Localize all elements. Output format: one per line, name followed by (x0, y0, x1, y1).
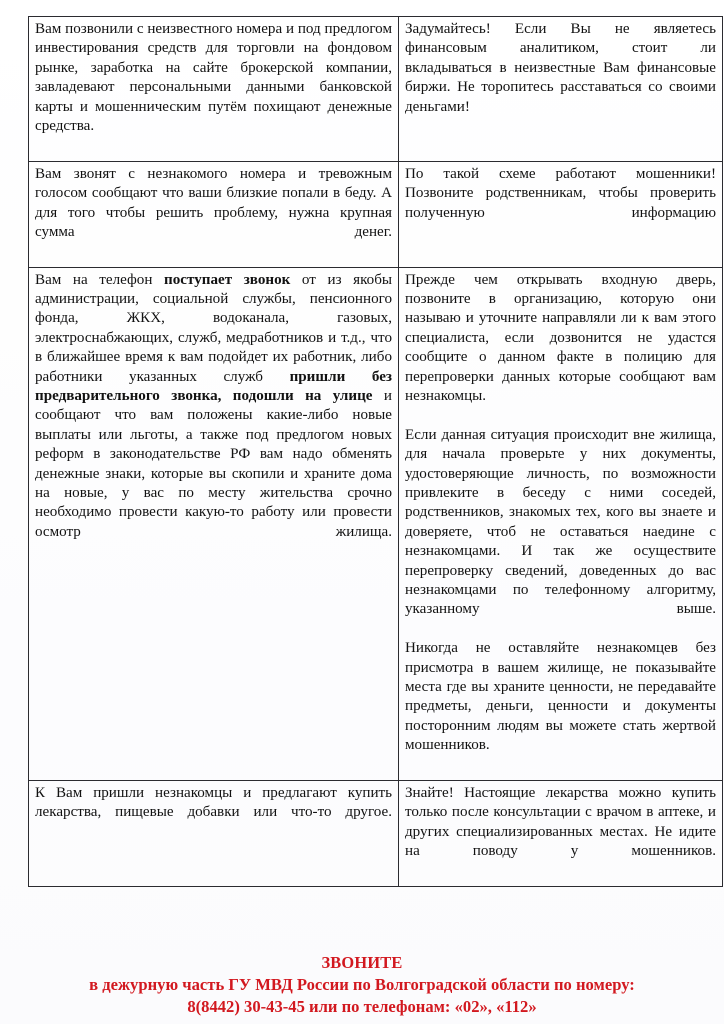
situation-text-4: К Вам пришли незнакомцы и предлагают купить лекарства, пищевые добавки или что-то другое. (35, 784, 392, 821)
footer-call-heading: ЗВОНИТЕ (321, 953, 403, 972)
table-row (29, 267, 723, 780)
advice-text-2: По такой схеме работают мошенники! Позвоните родственникам, чтобы проверить полученную информацию (405, 165, 716, 221)
footer-phone-line: 8(8442) 30-43-45 или по телефонам: «02», «112» (187, 996, 537, 1016)
situation-cell-3 (29, 267, 399, 780)
text-run: и сообщают что вам положены какие-либо новые выплаты или льготы, а также под предлогом новых реформ в законодательстве РФ вам надо обменять денежные знаки, которые вы скопили и храните дома на новые, у вас по месту жительства срочно необходимо провести какую-то работу или провести осмотр жилища. (35, 388, 392, 540)
advice-cell-1 (399, 17, 723, 162)
situation-cell-1 (29, 17, 399, 162)
table-row (29, 17, 723, 162)
advice-text-4: Знайте! Настоящие лекарства можно купить только после консультации с врачом в аптеке, и других специализированных местах. Не идите на поводу у мошенников. (405, 784, 716, 860)
fraud-tips-table-body (29, 17, 723, 887)
situation-text-3 (35, 271, 392, 562)
footer-department-line: в дежурную часть ГУ МВД России по Волгоградской области по номеру: (89, 974, 635, 994)
fraud-tips-table (28, 16, 723, 887)
advice-paragraphs-3 (405, 271, 716, 775)
advice-cell-3 (399, 267, 723, 780)
advice-cell-4 (399, 780, 723, 886)
table-row (29, 161, 723, 267)
emergency-contact-footer (0, 952, 724, 1017)
situation-cell-2 (29, 161, 399, 267)
situation-text-1: Вам позвонили с неизвестного номера и под предлогом инвестирования средств для торговли на фондовом рынке, заработка на сайте брокерской компании, завладевают персональными данными банковской карты и мошенническим путём похищают денежные средства. (35, 21, 392, 134)
text-run: Вам на телефон (35, 271, 165, 288)
advice-text-1: Задумайтесь! Если Вы не являетесь финансовым аналитиком, стоит ли вкладываться в неизвестные Вам финансовые биржи. Не торопитесь расставаться со своими деньгами! (405, 21, 716, 115)
situation-text-2: Вам звонят с незнакомого номера и тревожным голосом сообщают что ваши близкие попали в беду. А для того чтобы решить проблему, нужна крупная сумма денег. (35, 165, 392, 240)
text-run: от из якобы администрации, социальной службы, пенсионного фонда, ЖКХ, водоканала, газовых, электроснабжающих, служб, медработников и т.д., что в ближайшее время к вам подойдет их работник, либо работники указанных служб (35, 271, 393, 385)
advice-paragraph-1: Прежде чем открывать входную дверь, позвоните в организацию, которую они называю и уточните направляли ли к вам этого специалиста, если дозвонится не удастся сообщите о данном факте в полицию для перепроверки данных которые сообщают вам незнакомцы. (405, 271, 716, 405)
table-row (29, 780, 723, 886)
advice-paragraph-3: Никогда не оставляйте незнакомцев без присмотра в вашем жилище, не показывайте места где вы храните ценности, не передавайте предметы, деньги, ценности и документы посторонним людям вы можете стать жертвой мошенников. (405, 640, 716, 754)
advice-paragraph-2: Если данная ситуация происходит вне жилища, для начала проверьте у них документы, удостоверяющие личность, по возможности привлеките в беседу с ними соседей, родственников, знакомых тех, кого вы знаете и доверяете, чтоб не оставаться наедине с незнакомцами. И так же осуществите перепроверку сведений, доведенных до вас незнакомцами по телефонному алгоритму, указанному выше. (405, 426, 716, 618)
advice-cell-2 (399, 161, 723, 267)
emphasis-run: поступает звонок (164, 271, 291, 288)
situation-cell-4 (29, 780, 399, 886)
fraud-tips-table-container (28, 16, 716, 887)
emphasis-run: пришли без предварительного звонка, подошли на улице (35, 368, 392, 405)
